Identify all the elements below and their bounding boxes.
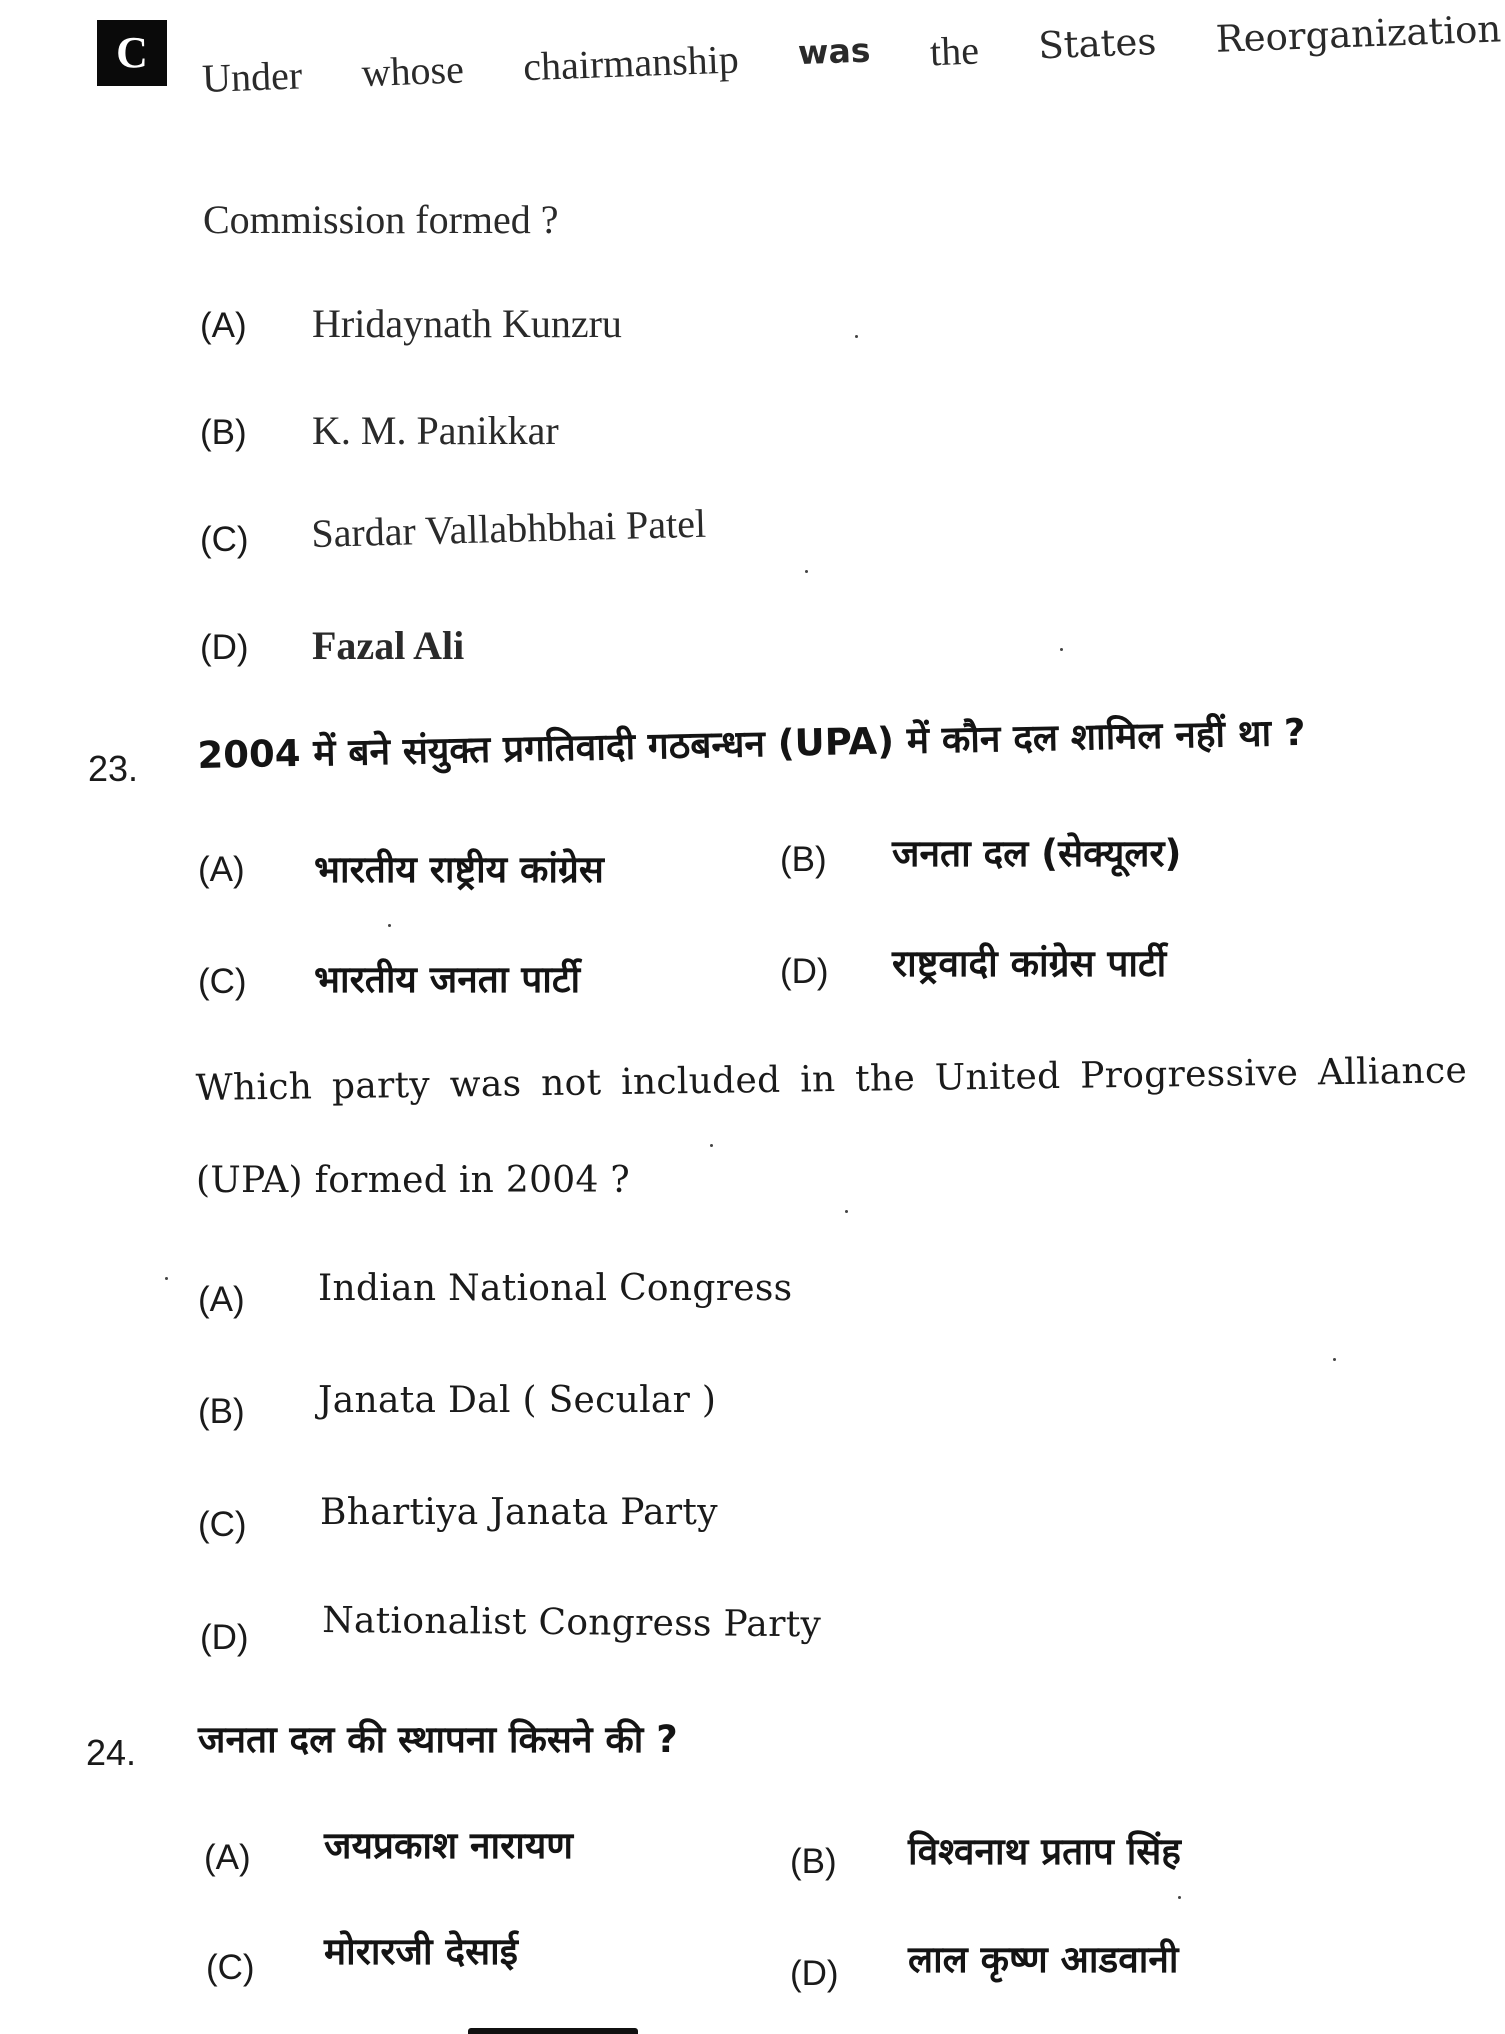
q23-english-question-line-2: (UPA) formed in 2004 ? bbox=[196, 1160, 631, 1201]
q22-option-b-label: (B) bbox=[200, 413, 247, 452]
q24-hindi-question: जनता दल की स्थापना किसने की ? bbox=[198, 1718, 678, 1761]
word: chairmanship bbox=[522, 36, 740, 90]
q24-option-a-label: (A) bbox=[204, 1838, 251, 1877]
scan-speck bbox=[845, 1210, 848, 1213]
q22-option-d-text: Fazal Ali bbox=[312, 623, 465, 668]
scan-speck bbox=[805, 570, 808, 573]
q24-option-d-text: लाल कृष्ण आडवानी bbox=[908, 1938, 1179, 1981]
q23-hi-option-a-text: भारतीय राष्ट्रीय कांग्रेस bbox=[314, 848, 604, 891]
q22-option-a-text: Hridaynath Kunzru bbox=[312, 301, 622, 346]
q23-hi-option-d-label: (D) bbox=[780, 952, 829, 991]
q23-en-option-a-label: (A) bbox=[198, 1280, 245, 1319]
word: Under bbox=[201, 52, 303, 102]
q23-hindi-question: 2004 में बने संयुक्त प्रगतिवादी गठबन्धन (UPA) में कौन दल शामिल नहीं था ? bbox=[197, 710, 1306, 778]
q23-en-option-d-text: Nationalist Congress Party bbox=[322, 1600, 822, 1646]
set-code-badge: C bbox=[97, 20, 167, 86]
q24-number: 24. bbox=[86, 1732, 137, 1773]
scan-speck bbox=[1333, 1358, 1336, 1361]
q23-en-option-b-label: (B) bbox=[198, 1392, 245, 1431]
q22-option-d-label: (D) bbox=[200, 628, 249, 667]
q23-hi-option-c-label: (C) bbox=[198, 962, 247, 1001]
q23-number: 23. bbox=[88, 748, 139, 789]
q23-en-option-c-text: Bhartiya Janata Party bbox=[320, 1492, 718, 1533]
scan-speck bbox=[1178, 1896, 1181, 1899]
word: was bbox=[797, 30, 872, 73]
word: States bbox=[1037, 20, 1158, 68]
q23-en-option-b-text: Janata Dal ( Secular ) bbox=[318, 1380, 717, 1421]
q22-question-line-2: Commission formed ? bbox=[203, 197, 559, 242]
q23-en-option-c-label: (C) bbox=[198, 1505, 247, 1544]
q23-hi-option-b-text: जनता दल (सेक्यूलर) bbox=[892, 832, 1182, 875]
q23-hi-option-b-label: (B) bbox=[780, 840, 827, 879]
word: whose bbox=[360, 46, 465, 96]
q24-option-b-label: (B) bbox=[790, 1842, 837, 1881]
q22-option-a-label: (A) bbox=[200, 306, 247, 345]
word: the bbox=[929, 27, 980, 75]
q22-option-c-text: Sardar Vallabhbhai Patel bbox=[310, 500, 707, 557]
q24-option-b-text: विश्वनाथ प्रताप सिंह bbox=[908, 1830, 1181, 1873]
q23-en-option-d-label: (D) bbox=[200, 1618, 249, 1657]
word: Reorganization bbox=[1215, 7, 1502, 61]
q22-question-line-1 bbox=[201, 7, 1502, 102]
scan-speck bbox=[1060, 648, 1063, 651]
scan-speck bbox=[165, 1277, 168, 1280]
q23-hi-option-c-text: भारतीय जनता पार्टी bbox=[314, 958, 581, 1001]
page-footer-rule bbox=[468, 2028, 638, 2034]
q24-option-d-label: (D) bbox=[790, 1954, 839, 1993]
q23-en-option-a-text: Indian National Congress bbox=[318, 1268, 793, 1309]
scan-speck bbox=[855, 335, 858, 338]
q24-option-a-text: जयप्रकाश नारायण bbox=[324, 1824, 574, 1867]
q23-hi-option-d-text: राष्ट्रवादी कांग्रेस पार्टी bbox=[892, 942, 1167, 985]
q23-hi-option-a-label: (A) bbox=[198, 850, 245, 889]
q24-option-c-label: (C) bbox=[206, 1948, 255, 1987]
scan-speck bbox=[710, 1144, 713, 1147]
q24-option-c-text: मोरारजी देसाई bbox=[324, 1930, 518, 1973]
q22-option-b-text: K. M. Panikkar bbox=[312, 408, 559, 453]
q23-english-question-line-1: Which party was not included in the United Progressive Alliance bbox=[195, 1050, 1468, 1109]
q22-option-c-label: (C) bbox=[200, 520, 249, 559]
scan-speck bbox=[388, 924, 391, 927]
